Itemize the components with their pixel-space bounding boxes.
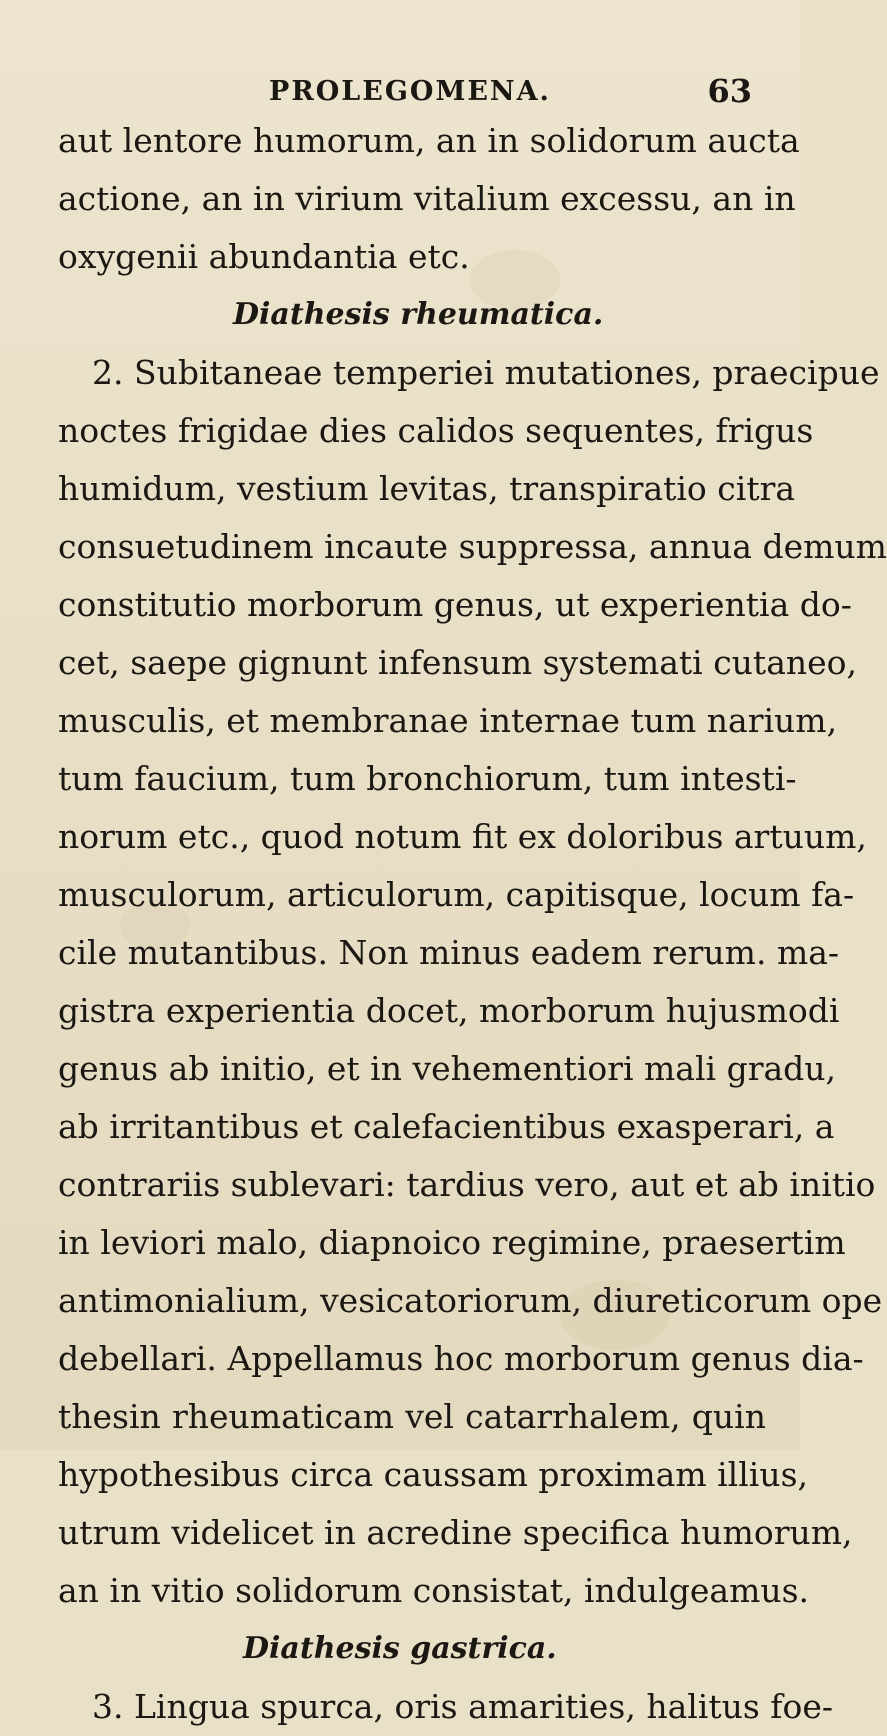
- running-title: PROLEGOMENA.: [269, 76, 551, 107]
- text-line: actione, an in virium vitalium excessu, an in: [58, 179, 796, 218]
- text-line: oxygenii abundantia etc.: [58, 237, 470, 276]
- text-line: genus ab initio, et in vehementiori mali gradu,: [58, 1049, 837, 1088]
- text-line: musculorum, articulorum, capitisque, locum fa-: [58, 875, 855, 914]
- text-line: consuetudinem incaute suppressa, annua demum: [58, 527, 887, 566]
- text-line: hypothesibus circa caussam proximam illius,: [58, 1455, 808, 1494]
- page-header: [60, 72, 760, 112]
- page-number: 63: [707, 72, 752, 110]
- text-line: ab irritantibus et calefacientibus exasperari, a: [58, 1107, 835, 1146]
- text-line: humidum, vestium levitas, transpiratio citra: [58, 469, 796, 508]
- text-line: cile mutantibus. Non minus eadem rerum. ma-: [58, 933, 840, 972]
- text-line: cet, saepe gignunt infensum systemati cutaneo,: [58, 643, 858, 682]
- text-line: antimonialium, vesicatoriorum, diureticorum ope: [58, 1281, 883, 1320]
- section-heading-diathesis-rheumatica: Diathesis rheumatica.: [233, 297, 604, 332]
- text-line: tum faucium, tum bronchiorum, tum intesti-: [58, 759, 797, 798]
- text-line: utrum videlicet in acredine specifica humorum,: [58, 1513, 853, 1552]
- text-line: gistra experientia docet, morborum hujusmodi: [58, 991, 840, 1030]
- text-line: 3. Lingua spurca, oris amarities, halitus foe-: [92, 1687, 834, 1726]
- text-line: noctes frigidae dies calidos sequentes, frigus: [58, 411, 814, 450]
- page-text: [58, 112, 887, 1736]
- text-line: debellari. Appellamus hoc morborum genus dia-: [58, 1339, 864, 1378]
- text-line: an in vitio solidorum consistat, indulgeamus.: [58, 1571, 810, 1610]
- text-line: norum etc., quod notum fit ex doloribus artuum,: [58, 817, 867, 856]
- text-line: contrariis sublevari: tardius vero, aut et ab initio: [58, 1165, 876, 1204]
- text-line: musculis, et membranae internae tum narium,: [58, 701, 838, 740]
- section-heading-diathesis-gastrica: Diathesis gastrica.: [243, 1631, 557, 1666]
- text-line: in leviori malo, diapnoico regimine, praesertim: [58, 1223, 846, 1262]
- text-line: thesin rheumaticam vel catarrhalem, quin: [58, 1397, 766, 1436]
- text-line: aut lentore humorum, an in solidorum aucta: [58, 121, 800, 160]
- text-line: constitutio morborum genus, ut experientia do-: [58, 585, 852, 624]
- text-line: 2. Subitaneae temperiei mutationes, praecipue: [92, 353, 880, 392]
